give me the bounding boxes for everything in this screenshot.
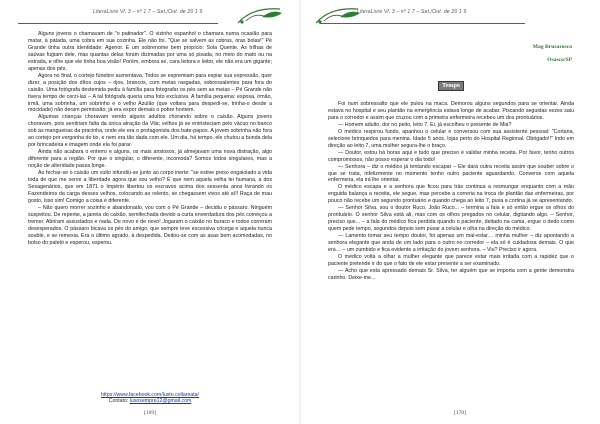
running-head-left: LiteraLivre Vl. 3 – nº 1 7 – Set./Out. de 20 1 9 [93, 9, 203, 15]
contact-label: Contato: [108, 398, 129, 405]
left-paragraph: Ao fechar-se o caixão um vulto infundiu-se junto ao corpo inerte: "se estive preso engaiolado a vida toda de que me serve a liberdade agora que sou velho? É que nem aquela velha lei humana, a dos Sexagenários, que em 1871 o Império libertou os escravos acima dos sessenta anos livrando os Fazendeiros da carga desses velhos, colocando ao relento, se chegassem vivos até aí!! Raça de mau gosto, isso sim! Comigo a coisa é diferente. [28, 170, 272, 204]
right-paragraph: Foi num sobressalto que ele pulou na maca. Demorou alguns segundos para se orientar. Ainda estava no hospital e seu plantão na emergência estava longe de acabar. Piscando seguidas vezes saiu para o corredor e assim que cruzou com a primeira enfermeira recebeu um dos prontuários. [328, 101, 574, 121]
right-paragraph: O médico volta a olhar a mulher elegante que parece estar mais irritada com a rapidez que o paciente pretende ir do que o fato de ele estar presente a ser examinado. [328, 253, 574, 267]
contact-line [0, 398, 300, 404]
page-number-left: [169] [144, 410, 156, 416]
author-city: Osasco/SP [547, 57, 572, 63]
left-paragraph: Alguns jovens o chamavam de "o patinador". O vizinho espanhol o chamara numa ocasião para matar, à patada, uma cobra em sua cozinha. Ele não foi. "Que se salvem as cobras, oras bolas!" Pé Grande tinha outra identidade: Agenor. E um sobrenome bem propício: Sola Quente. As trilhas de saúvas fugiam dele, mas quantas delas foram dizimadas por uma só pisada, no meio do mato ou na estrada, e olhe que ele tinha boa visão! Porém, embora se, cara leitora e leitor, ele não era um gigante; apenas dos pés. [28, 31, 272, 72]
left-paragraph: – Não quero morrer sozinho e abandonado, vou com o Pé Grande – decidiu o pássaro. Ninguém suspeitou. De repente, a janela do caixão, semifechada devido a curta enverdadura dos pés começou a tremer. Abriram assustados e nada. De novo e de novo! Jogaram o caixão no buraco e todos correram desesperados. O pássaro bicava os pés do amigo, que sempre teve excessiva cócega e aquela nunca souble, e se remexia. Era o último agrado, à despedida. Deitou-se com as asas bem acomodadas, no bolso do paletó e esperou, esperou. [28, 204, 272, 246]
right-page [300, 0, 600, 424]
header-rule-right [320, 23, 525, 24]
right-paragraph: — Senhora – diz o médico já tentando escapar – Ele dará outra receita assim que souber sobre o que se trata, infelizmente no momento tenho outro paciente aguardando. Converse com aquela enfermeira, ela irá lhe orientar. [328, 163, 574, 184]
right-paragraph: O médico respirou fundo, apanhou o celular e conversou com sua assistente pessoal: "Cortana, selecione brinquedos para menina. Idade 5 anos, lojas perto do Hospital Regional. Obrigado!!" Indo em direção ao leito 7, uma mulher segura-lhe o braço. [328, 128, 574, 149]
page-number-right: [170] [454, 410, 466, 416]
author-name: Mag Brusarosco [532, 44, 572, 50]
right-paragraph: — Homem adulto, dor no peito, leito 7. Ei, já escolheu o presente de Mia? [338, 121, 512, 128]
left-paragraph: Algumas crianças choravam vendo alguns adultos chorando sobre o caixão. Alguns jovens choravam, pois sentiriam falta da única atração da Vila; velhos já se entristeciam pelo vácuo no banco sob as mangueiras da pracinha, onde ele era o protagonista dos bate-papos. A jovem sobrinha não fora ao cortejo por vergonha do tio, e nem era tão dada com ele. Um dia, há tempo, ele chutou a bunda dela por brincadeira e imagem onde ela foi parar. [28, 114, 272, 149]
left-paragraph: Agora no final, o cortejo fúnebre aumentava. Todos se espremiam para espiar sua expressão, quer dizer, a posição dos dítos cujos – rijos, brancos, com meias rasgadas, sobressalentes para fora do caixão. Uma fotógrafa destemida pediu à família para fotografar os pés sem as meias – Pé Grande não tivera tempo de cerzi-las – A tal fotógrafa queria uma foto exclusiva. A família pequena: esposa, irmão, irmã, uma sobrinha, um sobrinho e o velho Azulão (que voltara para despedi-se, trinha-o desde a mocidade) não deram permissão; já era expor demais o pobre homem. [28, 72, 272, 114]
right-story-body [328, 101, 574, 282]
left-story-body [28, 31, 272, 247]
right-paragraph: — Senhor Silva, sou o doutor Ruco. João Ruco... – termina a fala e só então ergue os olhos do prontuário. O senhor Silva está ali, mas com os olhos pregados no celular, digitando algo. – Senhor, preciso que... – a fala do médico fica perdida quando o paciente, deitado na cama, ergue o dedo como quem pede tempo, segundos depois sem puxar a celular e olha na direção do médico. [328, 205, 574, 233]
literalivre-logo-icon [232, 3, 288, 27]
story-title: Tempo [438, 81, 464, 91]
running-head-right: LiteraLivre Vl. 3 – nº 1 7 – Set./Out. de 20 1 9 [357, 9, 467, 15]
right-paragraph: — Lamento tomar seu tempo doutor, foi apenas um mal-estar… minha mulher – diz apontando a senhora elegante que anda de um lado para o outro no corredor – ela só é cuidadosa demais. O que era… – um zumbido e fica evidente a irritação do jovem senhora. – Viu? Preciso ir agora. [328, 233, 574, 254]
header-rule-left [18, 23, 218, 24]
right-paragraph: O médico escapa e a senhora que ficou para trás continua a resmungar enquanto com a mão enguida balança a receita, ele segue, mas percebe a correria na troca de plantão das enfermeiras, por pouco não recebe um segundo prontuário e quando chega ao leito 7, puxa a cortina já se apresentando. [328, 184, 574, 205]
right-paragraph: — Acho que esta apressado demais Sr. Silva, ter alguém que se importa com a gente demonstra carinho. Deixe-me... [328, 267, 574, 281]
author-links [0, 392, 300, 405]
contact-email-link[interactable]: lusosempre12@gmail.com [129, 398, 192, 405]
right-paragraph: — Doutor, estou há horas aqui e tudo que preciso é validar minha receita. Por favor, tenho outros compromissos, não posso esperar o dia todo! [328, 149, 574, 163]
facebook-link[interactable]: https://www.facebook.com/lusto.collareata/ [100, 392, 200, 398]
left-paragraph: Ainda não acabara o enterro e alguns, os mais ansiosos, já almejavam uma nova distração, algo diferente para a região. Por que o singular, o diferente, incomoda? Somos todos singulares, mas a noção de alteridade passa longe. [28, 149, 272, 170]
